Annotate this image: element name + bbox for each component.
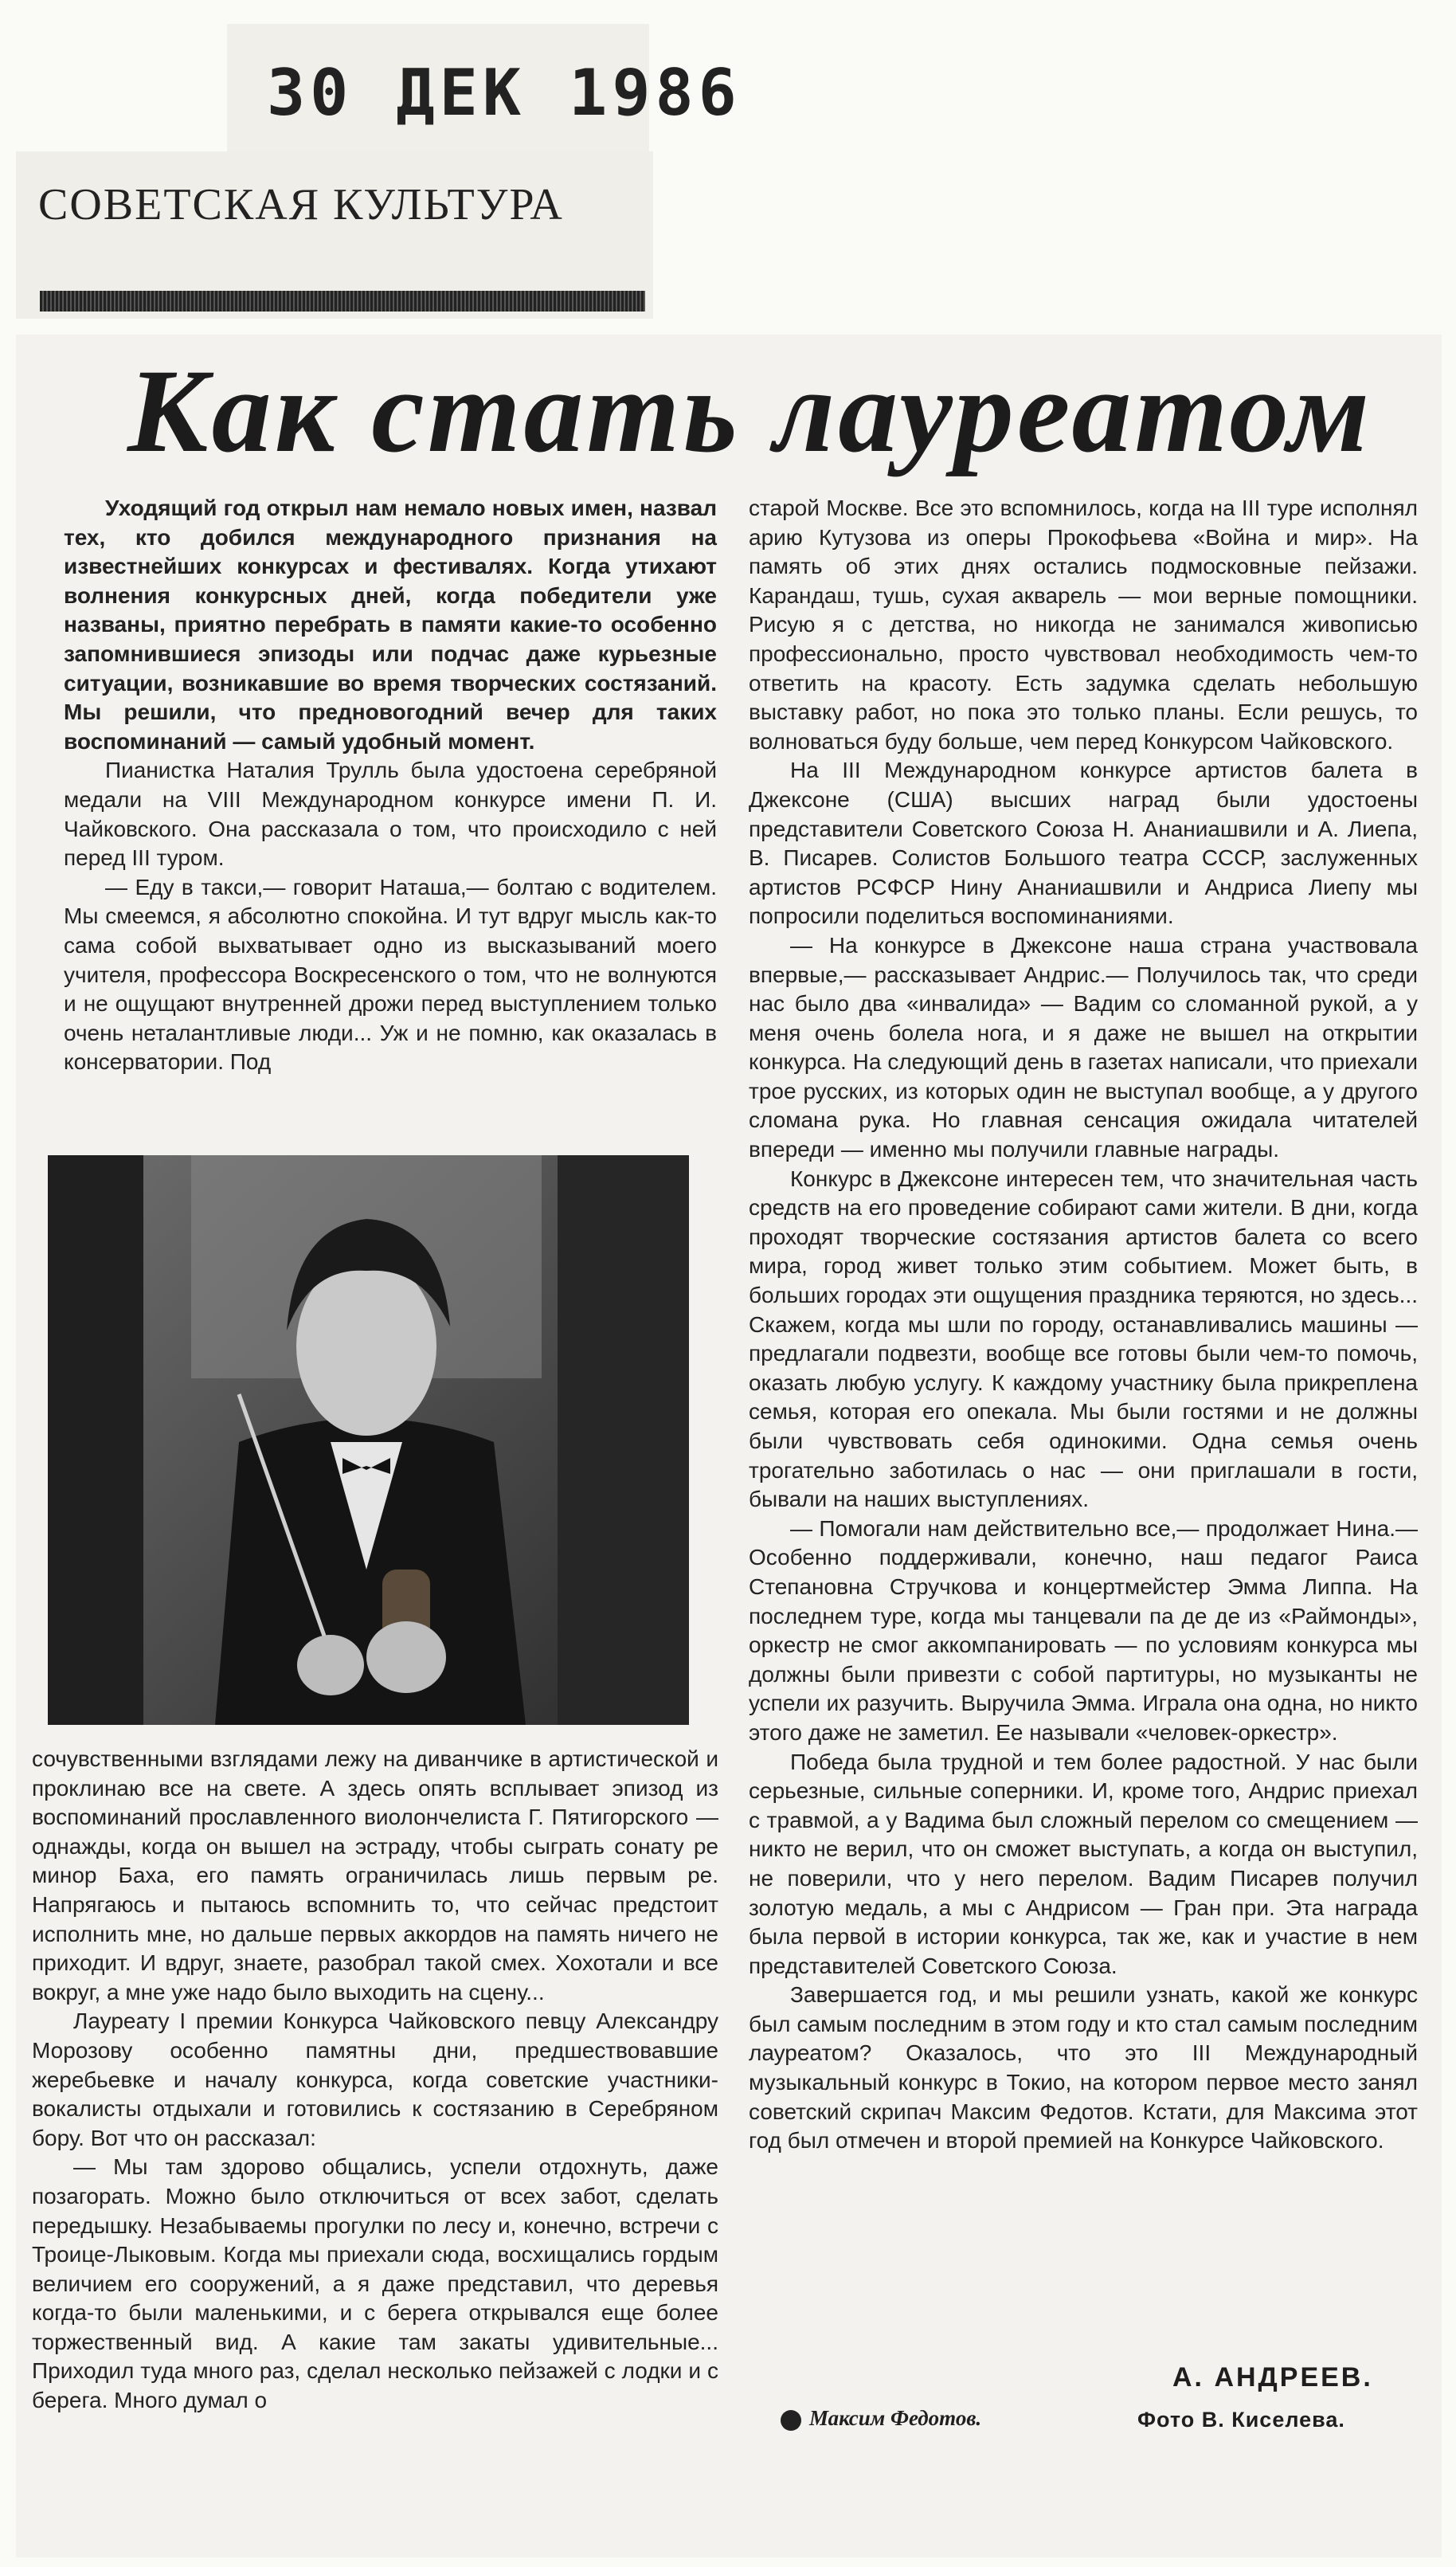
article-headline: Как стать лауреатом bbox=[127, 345, 1373, 477]
paragraph: — Еду в такси,— говорит Наташа,— болтаю с водителем. Мы смеемся, я абсолютно спокойна. И тут вдруг мысль как-то сама собой выхватывает одно из высказываний моего учителя, профессора Воскресенского о том, что не волнуются и не ощущают внутренней дрожи перед выступлением только очень неталантливые люди... Уж и не помню, как оказалась в консерватории. Под bbox=[64, 874, 717, 1075]
paragraph: На III Международном конкурсе артистов балета в Джексоне (США) высших наград были удостоены представители Советского Союза Н. Ананиашвили и А. Лиепа, В. Писарев. Солистов Большого театра СССР, заслуженных артистов РСФСР Нину Ананиашвили и Андриса Лиепу мы попросили поделиться воспоминаниями. bbox=[749, 758, 1418, 929]
date-stamp: 30 ДЕК 1986 bbox=[267, 56, 742, 130]
column-1-bottom bbox=[32, 1745, 718, 2416]
paragraph: Завершается год, и мы решили узнать, какой же конкурс был самым последним в этом году и кто стал самым последним лауреатом? Оказалось, что это III Международный музыкальный конкурс в Токио, на котором первое место занял советский скрипач Максим Федотов. Кстати, для Максима этот год был отмечен и второй премией на Конкурсе Чайковского. bbox=[749, 1982, 1418, 2154]
column-2 bbox=[749, 494, 1418, 2156]
author-byline: А. АНДРЕЕВ. bbox=[1172, 2362, 1373, 2393]
paragraph: — На конкурсе в Джексоне наша страна участвовала впервые,— рассказывает Андрис.— Получилось так, что среди нас было два «инвалида» — Вадим со сломанной рукой, а у меня очень болела нога, и я даже не вышел на открытии конкурса. На следующий день в газетах написали, что приехали трое русских, из которых один не выступал вообще, а у другого сломана рука. Но главная сенсация ожидала читателей впереди — именно мы получили главные награды. bbox=[749, 932, 1418, 1162]
paragraph: Пианистка Наталия Трулль была удостоена серебряной медали на VIII Международном конкурсе имени П. И. Чайковского. Она рассказала о том, что происходило с ней перед III туром. bbox=[64, 758, 717, 871]
paragraph: старой Москве. Все это вспомнилось, когда на III туре исполнял арию Кутузова из оперы Прокофьева «Война и мир». На память об этих днях остались подмосковные пейзажи. Карандаш, тушь, сухая акварель — мои верные помощники. Рисую я с детства, но никогда не занимался живописью профессионально, просто чувствовал необходимость чем-то ответить на красоту. Есть задумка сделать небольшую выставку работ, но пока это только планы. Если решусь, то волноваться буду больше, чем перед Конкурсом Чайковского. bbox=[749, 496, 1418, 754]
paragraph: Победа была трудной и тем более радостной. У нас были серьезные, сильные соперники. И, кроме того, Андрис приехал с травмой, а у Вадима был сложный перелом со смещением — никто не верил, что он сможет выступать, а когда он выступил, не поверили, что у него перелом. Вадим Писарев получил золотую медаль, а мы с Андрисом — Гран при. Эта награда была первой в истории конкурса, так же, как и участие в нем представителей Советского Союза. bbox=[749, 1749, 1418, 1978]
paragraph: Конкурс в Джексоне интересен тем, что значительная часть средств на его проведение собирают сами жители. В дни, когда проходят творческие состязания артистов балета со всего мира, город живет только этим событием. Может быть, в больших городах эти ощущения праздника теряются, но здесь... Скажем, когда мы шли по городу, останавливались машины — предлагали подвезти, вообще все готовы были чем-то помочь, оказать любую услугу. К каждому участнику была прикреплена семья, которая его опекала. Мы были гостями и не должны были чувствовать себя одинокими. Одна семья очень трогательно заботилась о нас — они приглашали в гости, бывали на наших выступлениях. bbox=[749, 1166, 1418, 1512]
paragraph: — Мы там здорово общались, успели отдохнуть, даже позагорать. Можно было отключиться от всех забот, сделать передышку. Незабываемы прогулки по лесу и, конечно, встречи с Троице-Лыковым. Когда мы приехали сюда, восхищались гордым величием его сооружений, а я даже представил, что деревья когда-то были маленькими, и с берега открывался еще более торжественный вид. А какие там закаты удивительные... Приходил туда много раз, сделал несколько пейзажей с лодки и с берега. Много думал о bbox=[32, 2154, 718, 2413]
photo-caption bbox=[781, 2406, 981, 2431]
intro-paragraph: Уходящий год открыл нам немало новых имен, назвал тех, кто добился международного признания на известнейших конкурсах и фестивалях. Когда утихают волнения конкурсных дней, когда победители уже названы, приятно перебрать в памяти какие-то особенно запомнившиеся эпизоды или подчас даже курьезные ситуации, возникавшие во время творческих состязаний. Мы решили, что предновогодний вечер для таких воспоминаний — самый удобный момент. bbox=[64, 496, 717, 754]
photo-caption-text: Максим Федотов. bbox=[809, 2406, 982, 2430]
violinist-photo bbox=[48, 1155, 689, 1725]
photo-maksim-fedotov bbox=[48, 1155, 689, 1725]
paragraph: Лауреату I премии Конкурса Чайковского певцу Александру Морозову особенно памятны дни, предшествовавшие жеребьевке и началу конкурса, когда советские участники-вокалисты отдыхали и готовились к состязанию в Серебряном бору. Вот что он рассказал: bbox=[32, 2009, 718, 2150]
newspaper-masthead: СОВЕТСКАЯ КУЛЬТУРА bbox=[38, 180, 564, 229]
bullet-icon bbox=[781, 2410, 801, 2431]
masthead-rule bbox=[40, 291, 645, 312]
paragraph: — Помогали нам действительно все,— продолжает Нина.— Особенно поддерживали, конечно, наш педагог Раиса Степановна Стручкова и концертмейстер Эмма Липпа. На последнем туре, когда мы танцевали па де де из «Раймонды», оркестр не смог аккомпанировать — по условиям конкурса мы должны были привезти с собой партитуры, но музыканты не успели их разучить. Выручила Эмма. Играла она одна, но никто этого даже не заметил. Ее называли «человек-оркестр». bbox=[749, 1515, 1418, 1745]
column-1-top bbox=[64, 494, 717, 1077]
photo-credit: Фото В. Киселева. bbox=[1137, 2408, 1345, 2432]
paragraph: сочувственными взглядами лежу на диванчике в артистической и проклинаю все на свете. А здесь опять всплывает эпизод из воспоминаний прославленного виолончелиста Г. Пятигорского — однажды, когда он вышел на эстраду, чтобы сыграть сонату ре минор Баха, его память ограничилась лишь первым ре. Напрягаюсь и пытаюсь вспомнить то, что сейчас предстоит исполнить мне, но дальше первых аккордов на память ничего не приходит. И вдруг, знаете, разобрал такой смех. Хохотали и все вокруг, а мне уже надо было выходить на сцену... bbox=[32, 1746, 718, 2005]
